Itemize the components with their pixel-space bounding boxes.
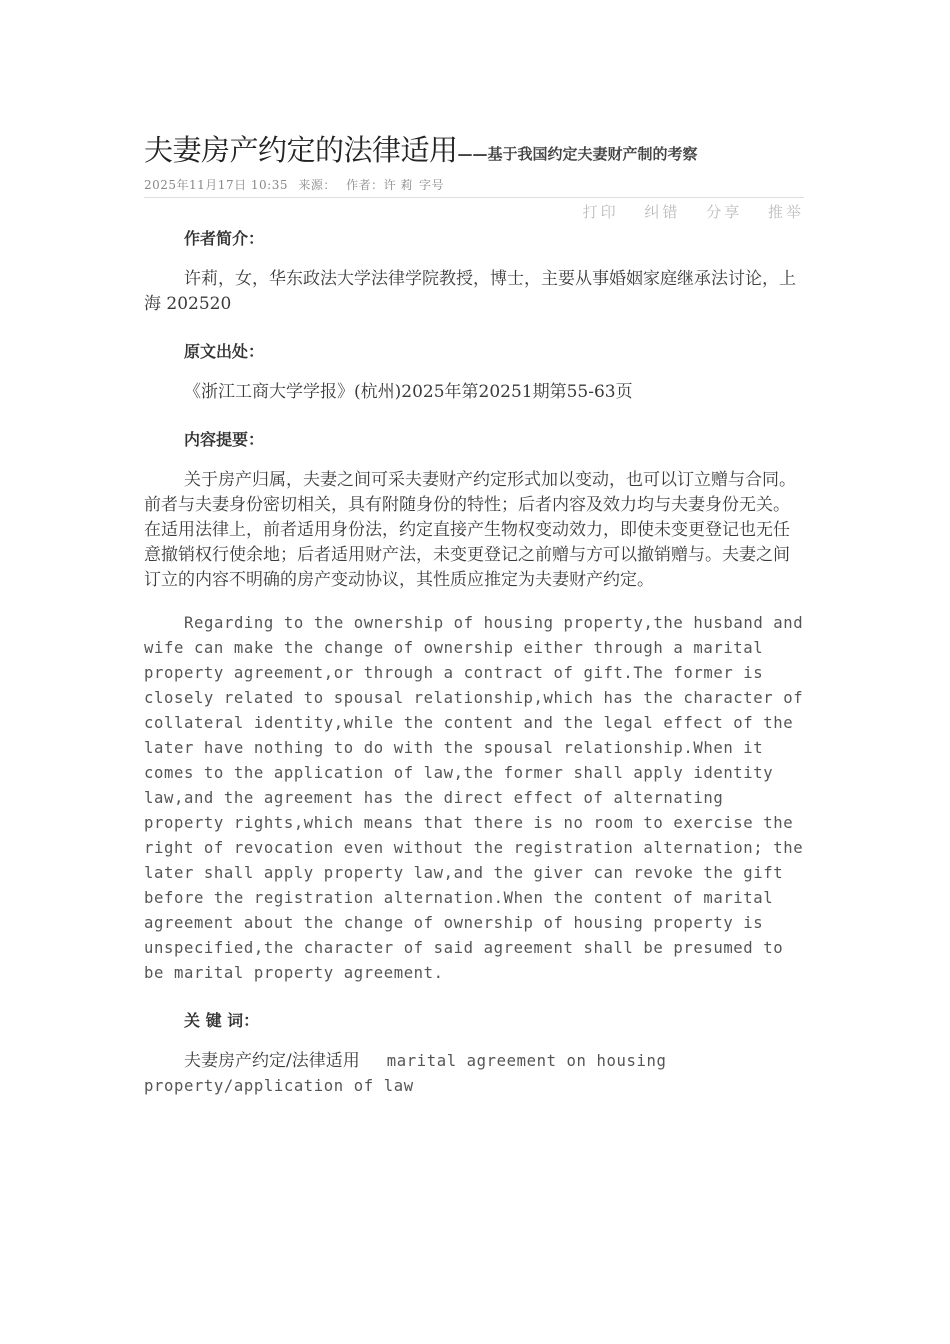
source-label: 来源： <box>298 178 336 192</box>
source-heading: 原文出处： <box>184 342 265 361</box>
keywords <box>144 1049 804 1099</box>
article-tools <box>144 201 804 222</box>
author-label: 作者：许 莉 <box>346 178 413 192</box>
print-link[interactable]: 打印 <box>582 203 619 221</box>
keywords-zh: 夫妻房产约定/法律适用 <box>184 1051 360 1071</box>
author-text: 许莉，女，华东政法大学法律学院教授，博士，主要从事婚姻家庭继承法讨论，上海 202520 <box>144 269 796 314</box>
source-text: 《浙江工商大学学报》(杭州)2025年第20251期第55-63页 <box>184 382 633 402</box>
keywords-heading: 关 键 词： <box>184 1011 260 1030</box>
summary-heading: 内容提要： <box>184 430 265 449</box>
keywords-en: marital agreement on housing property/application of law <box>144 1052 667 1095</box>
correct-link[interactable]: 纠错 <box>644 203 681 221</box>
recommend-link[interactable]: 推举 <box>767 203 804 221</box>
font-size-label[interactable]: 字号 <box>418 178 444 192</box>
article <box>144 128 804 1099</box>
article-subtitle: ——基于我国约定夫妻财产制的考察 <box>457 145 698 163</box>
summary-en: Regarding to the ownership of housing property,the husband and wife can make the change of ownership either through a marital property agreement,or through a contract of gift.The former is closely related to spousal relationship,which has the character of collateral identity,while the content and the legal effect of the later have nothing to do with the spousal relationship.When it comes to the application of law,the former shall apply identity law,and the agreement has the direct effect of alternating property rights,which means that there is no room to exercise the right of revocation even without the registration alternation; the later shall apply property law,and the giver can revoke the gift before the registration alternation.When the content of marital agreement about the change of ownership of housing property is unspecified,the character of said agreement shall be presumed to be marital property agreement. <box>144 614 804 982</box>
article-title: 夫妻房产约定的法律适用 <box>144 133 458 167</box>
summary-zh: 关于房产归属，夫妻之间可采夫妻财产约定形式加以变动，也可以订立赠与合同。前者与夫妻身份密切相关，具有附随身份的特性；后者内容及效力均与夫妻身份无关。在适用法律上，前者适用身份法，约定直接产生物权变动效力，即使未变更登记也无任意撤销权行使余地；后者适用财产法，未变更登记之前赠与方可以撤销赠与。夫妻之间订立的内容不明确的房产变动协议，其性质应推定为夫妻财产约定。 <box>144 470 796 590</box>
publish-datetime: 2025年11月17日 10:35 <box>144 178 288 192</box>
article-meta <box>144 176 804 198</box>
author-heading: 作者简介： <box>184 229 265 248</box>
title-row <box>144 128 804 172</box>
share-link[interactable]: 分享 <box>706 203 743 221</box>
